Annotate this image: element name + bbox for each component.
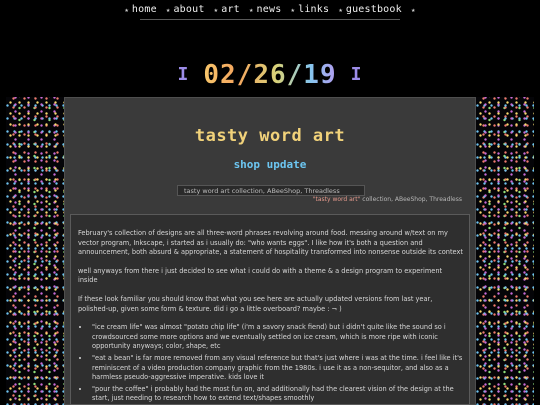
nav-link-home[interactable]: home bbox=[131, 4, 157, 15]
nav-link-news[interactable]: news bbox=[256, 4, 282, 15]
nav-link-guestbook[interactable]: guestbook bbox=[345, 4, 402, 15]
date-text: 02/26/19 bbox=[203, 60, 337, 90]
caption-title: "tasty word art" bbox=[312, 196, 361, 203]
star-icon: ★ bbox=[290, 6, 296, 14]
star-icon: ★ bbox=[338, 6, 343, 14]
date-bar-right: I bbox=[350, 64, 363, 85]
nav-link-art[interactable]: art bbox=[221, 4, 240, 15]
paragraph: February's collection of designs are all three-word phrases revolving around food. messing around w/text on my vector program, Inkscape, i started as i usually do: "who wants eggs". I like how it's both a question and announcement, both absurd & appropriate, a statement of hospitality transformed into nonsense outside its context bbox=[78, 229, 463, 257]
shop-update-link[interactable]: shop update bbox=[233, 158, 307, 171]
list-item: • "ice cream life" was almost "potato chip life" (i'm a savory snack fiend) but i didn't quite like the sound so i crowdsourced some more options and we eventually settled on ice cream, which is more ripe with iconic opportunity anyways; color, shape, etc bbox=[90, 323, 463, 352]
starfield-left bbox=[6, 97, 64, 405]
image-caption bbox=[64, 196, 462, 203]
nav-link-about[interactable]: about bbox=[173, 4, 205, 15]
list-item: • "eat a bean" is far more removed from any visual reference but that's just where i was at the time. i feel like it's reminiscent of a video production company graphic from the 1980s. i use it as a non-sequitor, and also as a harmless pseudo-aggressive imperative. kids love it bbox=[90, 354, 463, 383]
paragraph: well anyways from there i just decided to see what i could do with a theme & a design program to experiment inside bbox=[78, 266, 443, 285]
paragraph: If these look familiar you should know that what you see here are actually updated versions from last year, polished-up, given some form & texture. did i go a little overboard? maybe : ¬ ) bbox=[78, 294, 433, 313]
design-notes-list bbox=[78, 323, 463, 404]
post-image-broken: tasty word art collection, ABeeShop, Threadless bbox=[177, 185, 365, 196]
star-icon: ★ bbox=[166, 6, 171, 14]
star-icon: ★ bbox=[411, 6, 416, 14]
star-icon: ★ bbox=[249, 6, 254, 14]
caption-credit: collection, ABeeShop, Threadless bbox=[360, 196, 462, 203]
starfield-right bbox=[476, 97, 534, 405]
nav-link-links[interactable]: links bbox=[298, 4, 330, 15]
nav-divider bbox=[140, 19, 400, 20]
star-icon: ★ bbox=[124, 6, 129, 14]
post-date bbox=[0, 60, 540, 90]
date-bar-left: I bbox=[177, 64, 190, 85]
list-item: • "pour the coffee" i probably had the most fun on, and additionally had the clearest vision of the design at the start, just needing to research how to extend text/shapes smoothly bbox=[90, 385, 463, 404]
star-icon: ★ bbox=[213, 6, 219, 14]
post-title: tasty word art bbox=[194, 126, 346, 146]
post-body bbox=[70, 214, 470, 405]
top-nav bbox=[0, 0, 540, 20]
